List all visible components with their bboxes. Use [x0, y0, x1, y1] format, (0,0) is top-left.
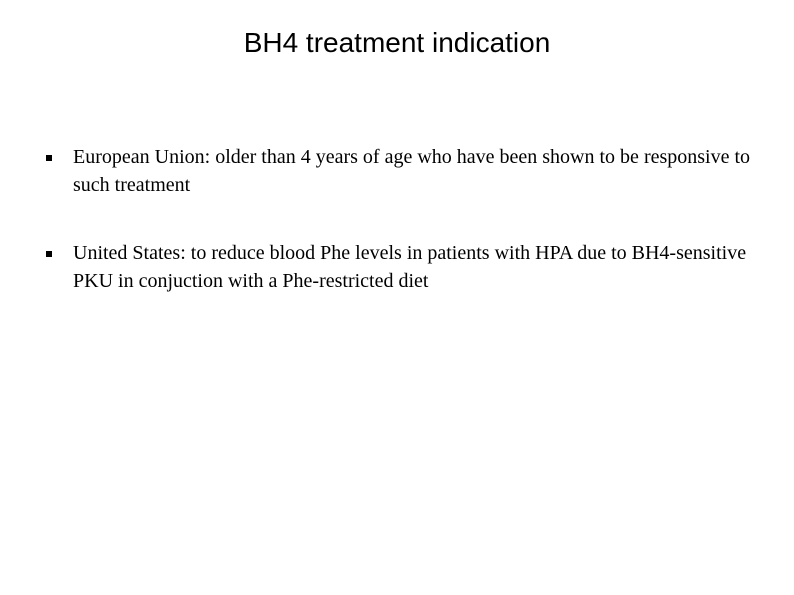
- bullet-item-united-states: [0, 239, 794, 295]
- bullet-list: [0, 143, 794, 335]
- square-bullet-icon: [46, 251, 52, 257]
- square-bullet-icon: [46, 155, 52, 161]
- bullet-text-united-states: United States: to reduce blood Phe levels in patients with HPA due to BH4-sensitive PKU in conjuction with a Phe-restricted diet: [73, 242, 747, 292]
- bullet-item-european-union: [0, 143, 794, 199]
- bullet-text-european-union: European Union: older than 4 years of age who have been shown to be responsive to such treatment: [73, 146, 751, 196]
- slide-title: BH4 treatment indication: [243, 27, 551, 58]
